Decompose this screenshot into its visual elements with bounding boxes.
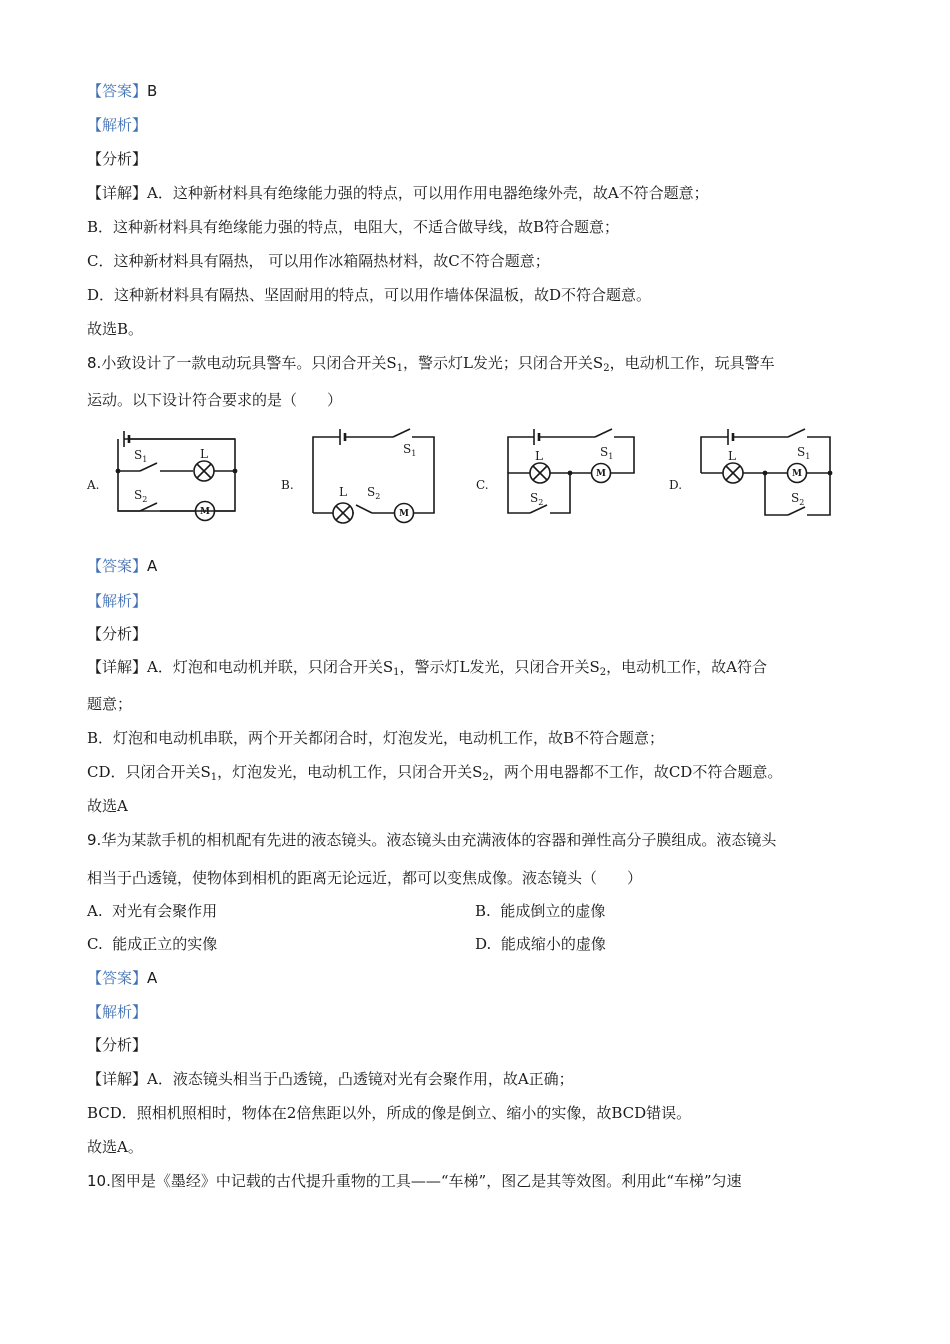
detail-tag: 【详解】 (87, 184, 148, 202)
circuit-diagrams (0, 425, 950, 535)
circuit-a-label: A. (87, 478, 100, 492)
circuit-b-label: B. (281, 478, 294, 492)
switch-sub: 1 (608, 452, 614, 461)
q8-jiexi: 【解析】 (87, 592, 148, 610)
q8-fenxi: 【分析】 (87, 625, 148, 643)
switch-sub: 1 (411, 449, 417, 458)
detail-part: ，警示灯L发光，只闭合开关S (399, 658, 600, 676)
lamp-label: L (339, 485, 347, 499)
switch-label (403, 442, 416, 458)
switch-sub: 2 (538, 498, 544, 507)
switch-sub: 2 (142, 495, 148, 504)
switch-label (530, 491, 543, 507)
lamp-label: L (200, 447, 208, 461)
detail-text: A．这种新材料具有绝缘能力强的特点，可以用作用电器绝缘外壳，故A不符合题意； (147, 184, 709, 202)
q7-detail-b: B．这种新材料具有绝缘能力强的特点，电阻大，不适合做导线，故B符合题意； (87, 218, 620, 236)
answer-tag: 【答案】 (87, 82, 148, 100)
q9-detail-bcd: BCD．照相机照相时，物体在2倍焦距以外，所成的像是倒立、缩小的实像，故BCD错误。 (87, 1104, 692, 1122)
q9-answer-line (87, 968, 157, 988)
switch-label (797, 445, 810, 461)
circuit-a (118, 431, 235, 521)
motor-label: M (200, 507, 210, 517)
junction-dot (828, 471, 833, 476)
detail-part: CD．只闭合开关S (87, 763, 211, 781)
detail-text: A．液态镜头相当于凸透镜，凸透镜对光有会聚作用，故A正确； (147, 1070, 574, 1088)
stem-part: 华为某款手机的相机配有先进的液态镜头。液态镜头由充满液体的容器和弹性高分子膜组成。液态镜头 (101, 831, 777, 849)
option-letter: C. (87, 935, 103, 953)
stem-part: 图甲是《墨经》中记载的古代提升重物的工具——“车梯”，图乙是其等效图。利用此“车梯”匀速 (110, 1172, 742, 1190)
subscript: 2 (599, 667, 607, 678)
q9-stem-line1 (87, 830, 776, 850)
option-text: 能成缩小的虚像 (500, 935, 606, 953)
subscript: 2 (482, 772, 489, 783)
q7-fenxi: 【分析】 (87, 150, 148, 168)
answer-tag: 【答案】 (87, 557, 148, 575)
q9-jiexi: 【解析】 (87, 1003, 148, 1021)
q8-stem-line1 (87, 353, 775, 373)
motor-label: M (399, 509, 409, 519)
answer-value: A (147, 969, 158, 987)
switch-letter: S (797, 445, 806, 459)
subscript: 1 (393, 667, 400, 678)
circuit-d-label: D. (669, 478, 683, 492)
question-number: 9. (87, 831, 102, 849)
lamp-label: L (535, 449, 543, 463)
q8-detail-a-cont: 题意； (87, 695, 133, 713)
q8-answer-line (87, 556, 157, 576)
detail-part: A．灯泡和电动机并联，只闭合开关S (147, 658, 394, 676)
q7-detail-c: C．这种新材料具有隔热， 可以用作冰箱隔热材料，故C不符合题意； (87, 252, 550, 270)
question-number: 10. (87, 1172, 111, 1190)
q9-conclusion: 故选A。 (87, 1138, 143, 1156)
q9-fenxi: 【分析】 (87, 1036, 148, 1054)
switch-letter: S (403, 442, 412, 456)
question-number: 8. (87, 354, 102, 372)
switch-letter: S (134, 488, 143, 502)
switch-sub: 2 (375, 492, 381, 501)
switch-sub: 1 (142, 455, 148, 464)
q7-conclusion: 故选B。 (87, 320, 144, 338)
answer-value: B (147, 82, 158, 100)
q9-stem-line2: 相当于凸透镜，使物体到相机的距离无论远近，都可以变焦成像。液态镜头（ ） (87, 869, 643, 887)
junction-dot (116, 469, 121, 474)
switch-sub: 1 (805, 452, 811, 461)
switch-letter: S (134, 448, 143, 462)
option-letter: B. (475, 902, 491, 920)
q7-detail-a (87, 183, 709, 203)
switch-letter: S (530, 491, 539, 505)
subscript: 1 (210, 772, 218, 783)
circuit-b (313, 429, 434, 523)
q8-detail-cd (87, 762, 782, 782)
switch-sub: 2 (799, 498, 805, 507)
switch-label (134, 488, 147, 504)
switch-letter: S (600, 445, 609, 459)
q9-option-a (87, 901, 217, 921)
q8-stem-line2: 运动。以下设计符合要求的是（ ） (87, 391, 343, 409)
q8-conclusion: 故选A (87, 797, 128, 815)
detail-tag: 【详解】 (87, 658, 148, 676)
option-text: 能成倒立的虚像 (500, 902, 606, 920)
stem-part: ，电动机工作，玩具警车 (609, 354, 775, 372)
junction-dot (763, 471, 768, 476)
subscript: 1 (396, 363, 403, 374)
detail-tag: 【详解】 (87, 1070, 148, 1088)
q9-option-c (87, 934, 217, 954)
q7-detail-d: D．这种新材料具有隔热、坚固耐用的特点，可以用作墙体保温板，故D不符合题意。 (87, 286, 652, 304)
circuit-c-label: C. (476, 478, 489, 492)
switch-letter: S (791, 491, 800, 505)
q7-answer-line (87, 81, 157, 101)
option-letter: A. (87, 902, 103, 920)
answer-value: A (147, 557, 158, 575)
option-text: 对光有会聚作用 (112, 902, 218, 920)
stem-part: 小致设计了一款电动玩具警车。只闭合开关S (101, 354, 397, 372)
q9-option-d (475, 934, 606, 954)
answer-tag: 【答案】 (87, 969, 148, 987)
motor-label: M (792, 469, 802, 479)
option-text: 能成正立的实像 (112, 935, 218, 953)
junction-dot (568, 471, 573, 476)
option-letter: D. (475, 935, 492, 953)
detail-part: ，灯泡发光，电动机工作，只闭合开关S (217, 763, 483, 781)
q8-detail-a (87, 657, 767, 677)
detail-part: ，电动机工作，故A符合 (606, 658, 767, 676)
q10-stem-line1 (87, 1171, 742, 1191)
q7-jiexi: 【解析】 (87, 116, 148, 134)
stem-part: ，警示灯L发光；只闭合开关S (402, 354, 604, 372)
q9-detail-a (87, 1069, 574, 1089)
detail-part: ，两个用电器都不工作，故CD不符合题意。 (488, 763, 783, 781)
q8-detail-b: B．灯泡和电动机串联，两个开关都闭合时，灯泡发光，电动机工作，故B不符合题意； (87, 729, 665, 747)
switch-label (367, 485, 380, 501)
subscript: 2 (603, 363, 610, 374)
switch-label (600, 445, 613, 461)
junction-dot (233, 469, 238, 474)
motor-label: M (596, 469, 606, 479)
q9-option-b (475, 901, 605, 921)
switch-label (134, 448, 147, 464)
lamp-label: L (728, 449, 736, 463)
switch-letter: S (367, 485, 376, 499)
switch-label (791, 491, 804, 507)
